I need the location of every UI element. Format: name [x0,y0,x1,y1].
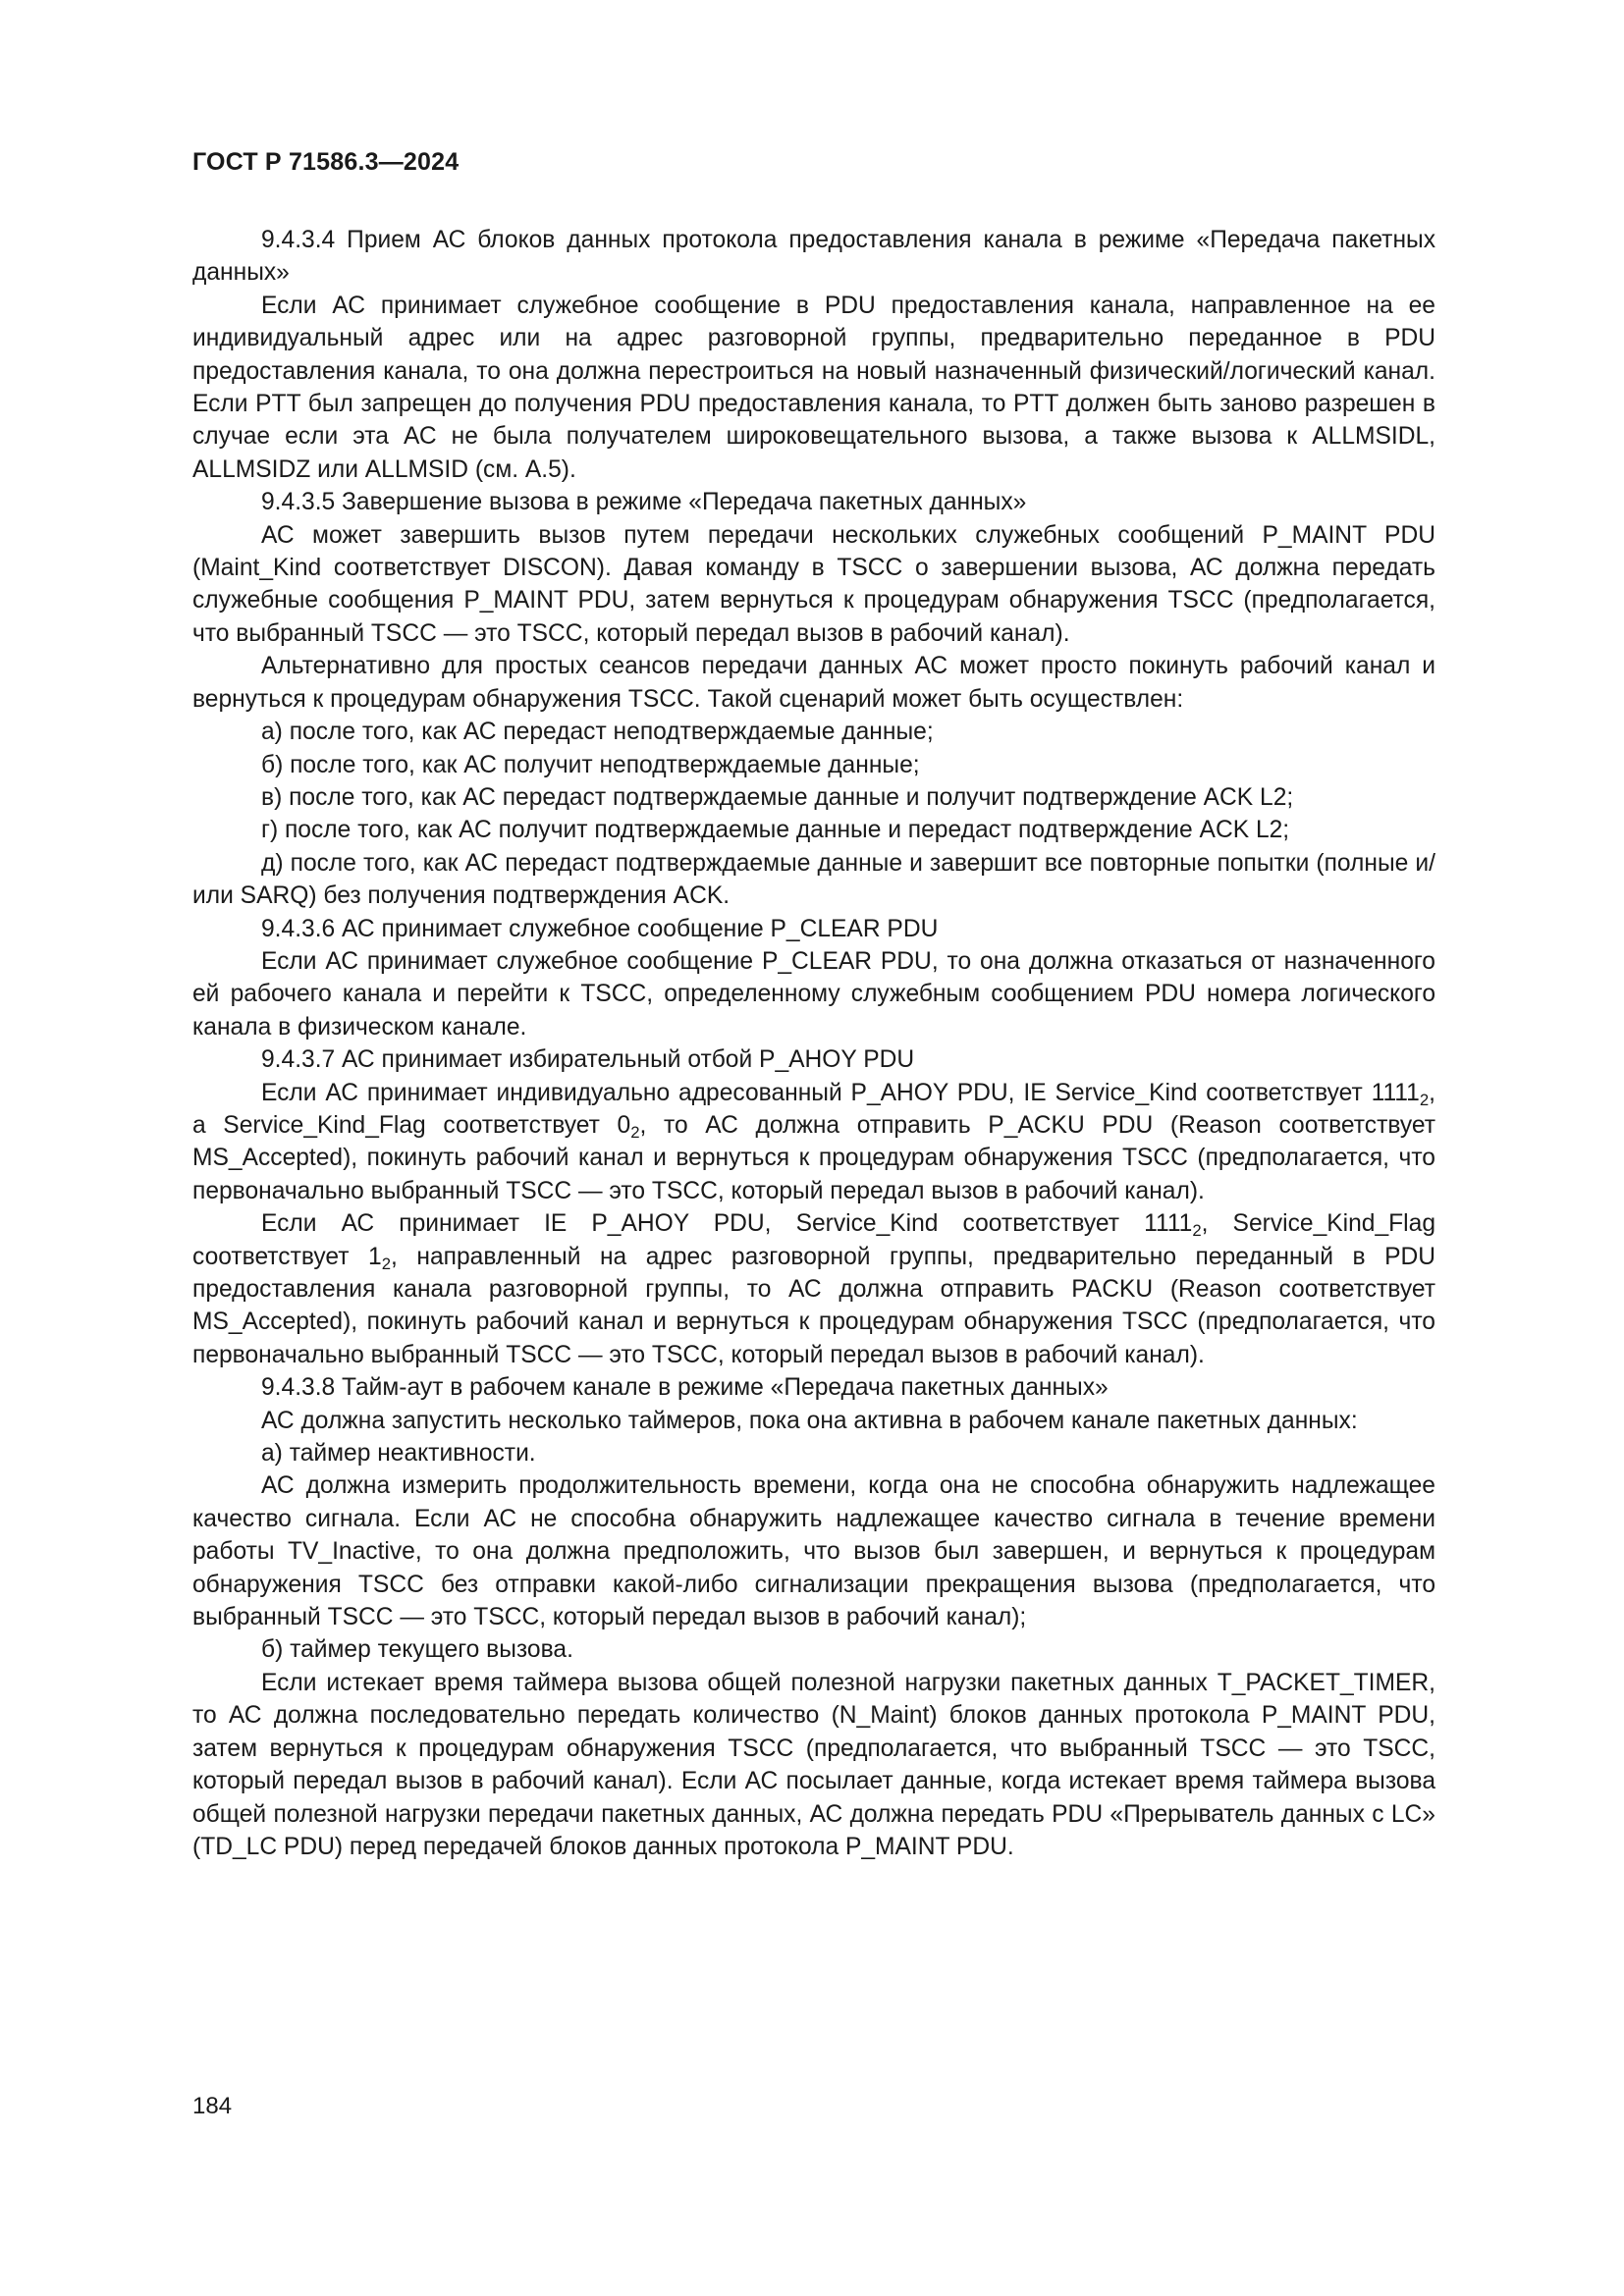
paragraph: 9.4.3.6 АС принимает служебное сообщение P_CLEAR PDU [261,915,939,942]
subscript: 2 [1192,1221,1202,1241]
text-run: , a Service_Kind_Flag соответствует 0 [192,1079,1435,1139]
paragraph: АС должна запустить несколько таймеров, пока она активна в рабочем канале пакетных данных: [261,1407,1358,1434]
paragraph: Альтернативно для простых сеансов передачи данных АС может просто покинуть рабочий канал и вернуться к процедурам обнаружения TSCC. Такой сценарий может быть осуществлен: [192,653,1435,713]
text-run: , Service_Kind_Flag соответствует 1 [192,1210,1435,1270]
document-header: ГОСТ Р 71586.3—2024 [192,148,460,176]
paragraph: б) после того, как АС получит неподтверждаемые данные; [261,751,920,778]
paragraph: 9.4.3.5 Завершение вызова в режиме «Передача пакетных данных» [261,489,1027,516]
paragraph: а) таймер неактивности. [261,1440,536,1468]
paragraph: д) после того, как АС передаст подтверждаемые данные и завершит все повторные попытки (полные и/или SARQ) без получения подтверждения ACK. [192,849,1435,910]
paragraph [192,1077,1435,1208]
paragraph: Если истекает время таймера вызова общей полезной нагрузки пакетных данных T_PACKET_TIMER, то АС должна последовательно передать количество (N_Maint) блоков данных протокола P_MAINT PDU, затем вернуться к процедурам обнаружения TSCC (предполагается, что выбранный TSCC — это TSCC, который передал вызов в рабочий канал). Если АС посылает данные, когда истекает время таймера вызова общей полезной нагрузки передачи пакетных данных, АС должна передать PDU «Прерыватель данных с LC» (TD_LC PDU) перед передачей блоков данных протокола P_MAINT PDU. [192,1669,1435,1860]
paragraph: 9.4.3.8 Тайм-аут в рабочем канале в режиме «Передача пакетных данных» [261,1374,1109,1402]
subscript: 2 [1419,1090,1430,1109]
paragraph: а) после того, как АС передаст неподтверждаемые данные; [261,719,934,746]
text-run: , то АС должна отправить P_ACKU PDU (Reason соответствует MS_Accepted), покинуть рабочий канал и вернуться к процедурам обнаружения TSCC (предполагается, что первоначально выбранный TSCC — это TSCC, который передал вызов в рабочий канал). [192,1111,1435,1204]
paragraph: г) после того, как АС получит подтверждаемые данные и передаст подтверждение ACK L2; [261,817,1290,844]
paragraph: 9.4.3.7 АС принимает избирательный отбой P_AHOY PDU [261,1046,915,1074]
document-body [192,224,1435,1863]
paragraph: 9.4.3.4 Прием АС блоков данных протокола предоставления канала в режиме «Передача пакетных данных» [192,227,1435,287]
text-run: Если АС принимает индивидуально адресованный P_AHOY PDU, IE Service_Kind соответствует 1111 [261,1079,1420,1106]
paragraph: АС может завершить вызов путем передачи нескольких служебных сообщений P_MAINT PDU (Maint_Kind соответствует DISCON). Давая команду в TSCC о завершении вызова, АС должна передать служебные сообщения P_MAINT PDU, затем вернуться к процедурам обнаружения TSCC (предполагается, что выбранный TSCC — это TSCC, который передал вызов в рабочий канал). [192,521,1435,647]
subscript: 2 [381,1254,392,1273]
paragraph: Если АС принимает служебное сообщение P_CLEAR PDU, то она должна отказаться от назначенного ей рабочего канала и перейти к TSCC, определенному служебным сообщением PDU номера логического канала в физическом канале. [192,947,1435,1041]
paragraph: в) после того, как АС передаст подтверждаемые данные и получит подтверждение ACK L2; [261,783,1294,811]
paragraph [192,1207,1435,1371]
text-run: Если АС принимает IE P_AHOY PDU, Service_Kind соответствует 1111 [261,1210,1193,1238]
text-run: , направленный на адрес разговорной группы, предварительно переданный в PDU предоставления канала разговорной группы, то АС должна отправить PACKU (Reason соответствует MS_Accepted), покинуть рабочий канал и вернуться к процедурам обнаружения TSCC (предполагается, что первоначально выбранный TSCC — это TSCC, который передал вызов в рабочий канал). [192,1243,1435,1368]
paragraph: б) таймер текущего вызова. [261,1636,573,1664]
page-number: 184 [192,2093,233,2119]
paragraph: АС должна измерить продолжительность времени, когда она не способна обнаружить надлежащее качество сигнала. Если АС не способна обнаружить надлежащее качество сигнала в течение времени работы TV_Inactive, то она должна предположить, что вызов был завершен, и вернуться к процедурам обнаружения TSCC без отправки какой-либо сигнализации прекращения вызова (предполагается, что выбранный TSCC — это TSCC, который передал вызов в рабочий канал); [192,1472,1435,1631]
subscript: 2 [630,1122,640,1142]
paragraph: Если АС принимает служебное сообщение в PDU предоставления канала, направленное на ее индивидуальный адрес или на адрес разговорной группы, предварительно переданное в PDU предоставления канала, то она должна перестроиться на новый назначенный физический/логический канал. Если PTT был запрещен до получения PDU предоставления канала, то PTT должен быть заново разрешен в случае если эта АС не была получателем широковещательного вызова, а также вызова к ALLMSIDL, ALLMSIDZ или ALLMSID (см. А.5). [192,292,1435,483]
